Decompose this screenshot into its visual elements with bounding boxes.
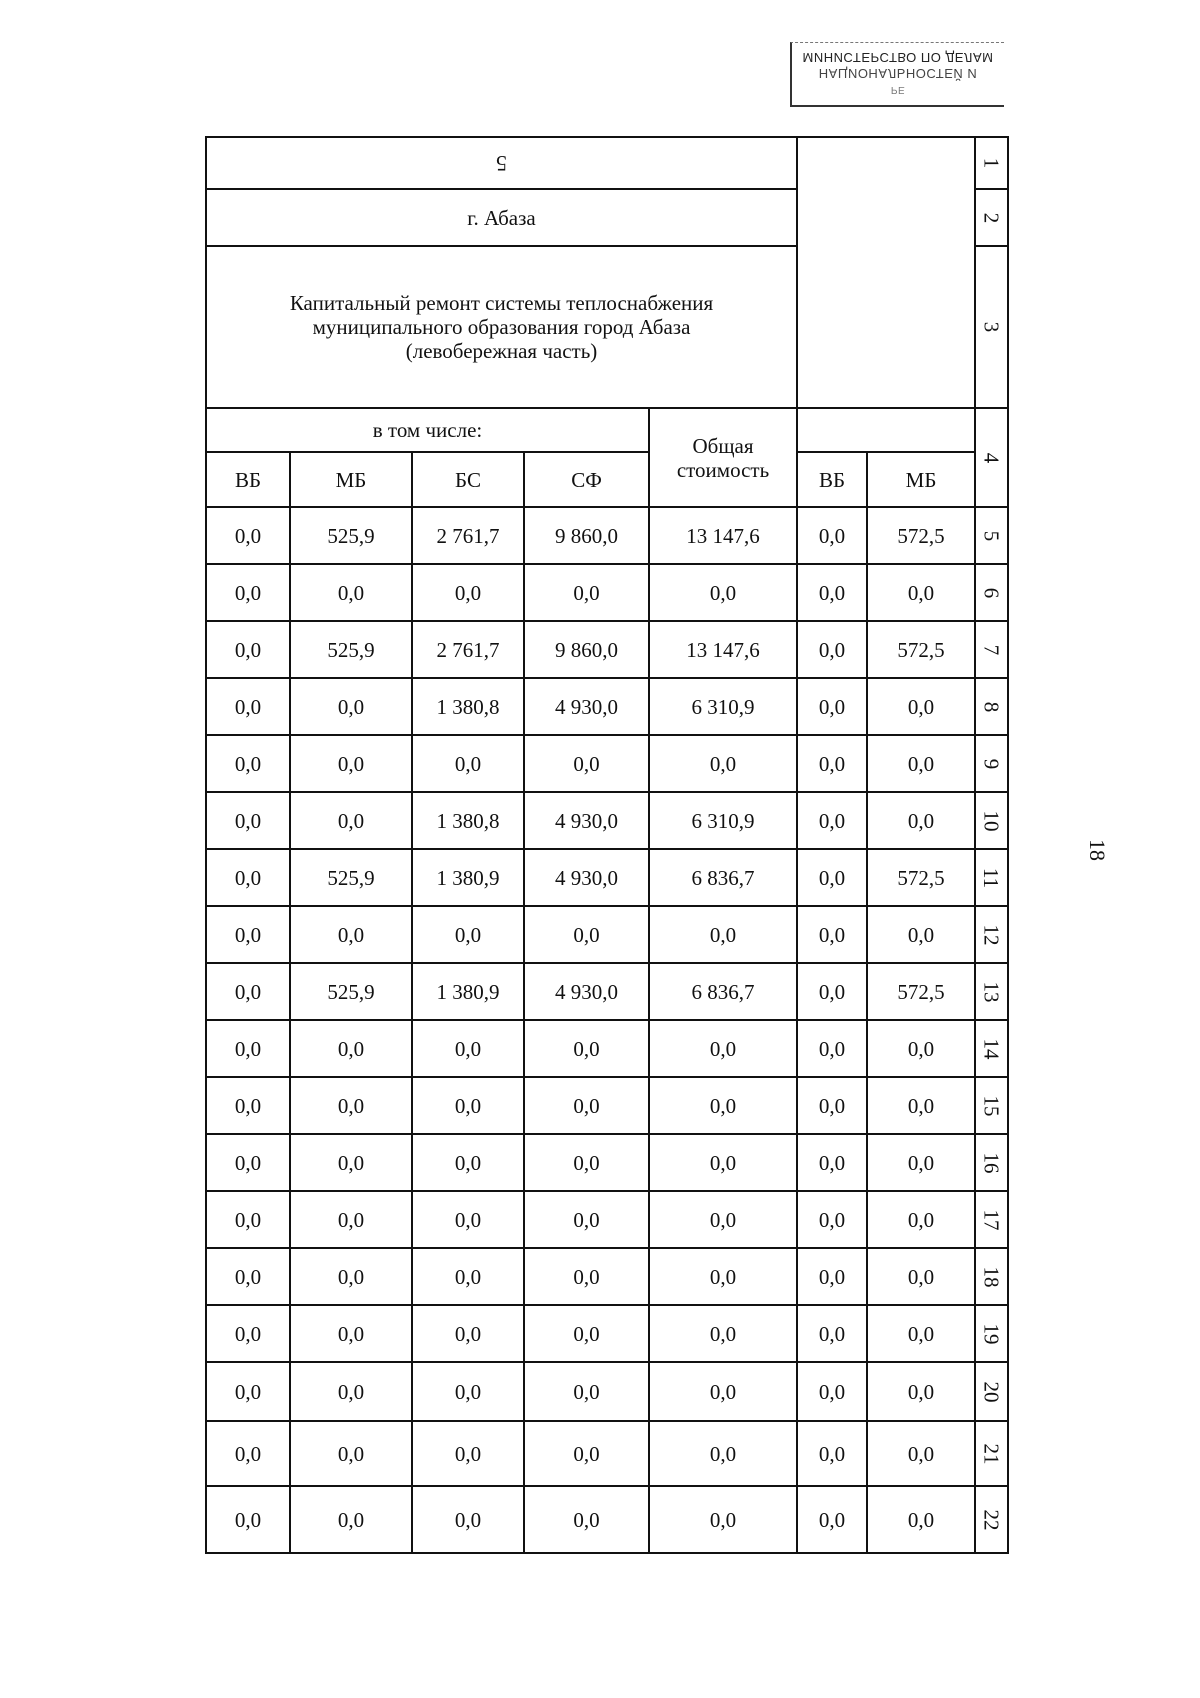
cell-mb2: 0,0 <box>867 678 975 735</box>
col-header-mb: МБ <box>290 452 412 507</box>
cell-vb: 0,0 <box>206 678 290 735</box>
col-header-sf: СФ <box>524 452 649 507</box>
cell-total: 13 147,6 <box>649 507 797 564</box>
cell-vb: 0,0 <box>206 1191 290 1248</box>
cell-bs: 1 380,9 <box>412 849 524 906</box>
cell-mb: 0,0 <box>290 1191 412 1248</box>
cell-mb2: 0,0 <box>867 1191 975 1248</box>
row-number-cell <box>975 246 1008 408</box>
cell-bs: 0,0 <box>412 906 524 963</box>
row-number: 3 <box>979 321 1004 333</box>
row-number: 17 <box>979 1209 1004 1230</box>
table-row <box>206 1421 1008 1486</box>
row-number-cell <box>975 564 1008 621</box>
row-number: 7 <box>979 644 1004 655</box>
cell-sf: 0,0 <box>524 1020 649 1077</box>
cell-sf: 9 860,0 <box>524 507 649 564</box>
cell-bs: 0,0 <box>412 1362 524 1421</box>
table-row <box>206 963 1008 1020</box>
cell-mb2: 0,0 <box>867 792 975 849</box>
cell-vb: 0,0 <box>206 1362 290 1421</box>
cell-vb2: 0,0 <box>797 1362 867 1421</box>
cell-vb2: 0,0 <box>797 1191 867 1248</box>
cell-bs: 2 761,7 <box>412 507 524 564</box>
row-number: 4 <box>979 452 1004 463</box>
cell-vb2: 0,0 <box>797 1020 867 1077</box>
row-number-cell <box>975 849 1008 906</box>
cell-bs: 0,0 <box>412 1134 524 1191</box>
cell-vb: 0,0 <box>206 1421 290 1486</box>
cell-vb: 0,0 <box>206 621 290 678</box>
table-row <box>206 1362 1008 1421</box>
total-cost-label-line: стоимость <box>676 457 770 482</box>
cell-bs: 0,0 <box>412 1191 524 1248</box>
row-number-cell <box>975 1020 1008 1077</box>
cell-bs: 0,0 <box>412 1020 524 1077</box>
stamp-line-1: МИНИСТЕРСТВО ПО ДЕЛАМ <box>802 50 994 66</box>
cell-vb2: 0,0 <box>797 1305 867 1362</box>
cell-bs: 0,0 <box>412 1486 524 1553</box>
row-number: 9 <box>979 758 1004 769</box>
blank-subheader-cell <box>797 408 975 452</box>
cell-sf: 0,0 <box>524 1486 649 1553</box>
cell-vb: 0,0 <box>206 792 290 849</box>
table-row <box>206 564 1008 621</box>
col-header-mb2: МБ <box>867 452 975 507</box>
project-title-line: (левобережная часть) <box>405 339 598 363</box>
header-row-4a <box>206 408 1008 452</box>
cell-mb2: 0,0 <box>867 1305 975 1362</box>
table-row <box>206 1020 1008 1077</box>
col-header-vb2: ВБ <box>797 452 867 507</box>
cell-vb: 0,0 <box>206 963 290 1020</box>
cell-mb2: 0,0 <box>867 1421 975 1486</box>
header-row-1 <box>206 137 1008 189</box>
project-title-line: Капитальный ремонт системы теплоснабжения <box>289 291 714 315</box>
row-number-cell <box>975 408 1008 507</box>
including-label-cell <box>206 408 649 452</box>
cell-total: 0,0 <box>649 1077 797 1134</box>
cell-mb2: 0,0 <box>867 1362 975 1421</box>
cell-total: 0,0 <box>649 1421 797 1486</box>
row-number: 18 <box>979 1266 1004 1287</box>
cell-mb2: 0,0 <box>867 1020 975 1077</box>
cell-total: 0,0 <box>649 1486 797 1553</box>
table-row <box>206 1191 1008 1248</box>
cell-bs: 0,0 <box>412 735 524 792</box>
cell-sf: 0,0 <box>524 1248 649 1305</box>
cell-vb: 0,0 <box>206 507 290 564</box>
row-number: 19 <box>979 1323 1004 1344</box>
cell-vb2: 0,0 <box>797 1134 867 1191</box>
row-number-cell <box>975 963 1008 1020</box>
cell-total: 0,0 <box>649 1134 797 1191</box>
col-header-vb: ВБ <box>206 452 290 507</box>
row-number-cell <box>975 1305 1008 1362</box>
row-number-cell <box>975 621 1008 678</box>
row-number-cell <box>975 1421 1008 1486</box>
stamp-line-3: РЕ <box>890 84 906 96</box>
cell-sf: 4 930,0 <box>524 792 649 849</box>
cell-vb2: 0,0 <box>797 678 867 735</box>
cell-mb: 0,0 <box>290 1486 412 1553</box>
row-number-cell <box>975 1134 1008 1191</box>
row-number-cell <box>975 678 1008 735</box>
cell-vb2: 0,0 <box>797 564 867 621</box>
cell-mb: 0,0 <box>290 1077 412 1134</box>
cell-mb: 525,9 <box>290 621 412 678</box>
cell-mb: 0,0 <box>290 1020 412 1077</box>
cell-sf: 0,0 <box>524 1077 649 1134</box>
cell-sf: 0,0 <box>524 1421 649 1486</box>
cell-sf: 0,0 <box>524 1134 649 1191</box>
table-row <box>206 1305 1008 1362</box>
table-row <box>206 1134 1008 1191</box>
cell-sf: 4 930,0 <box>524 849 649 906</box>
cell-mb: 0,0 <box>290 1362 412 1421</box>
cell-mb: 0,0 <box>290 735 412 792</box>
project-title-cell <box>206 246 797 408</box>
cell-sf: 9 860,0 <box>524 621 649 678</box>
cell-mb: 0,0 <box>290 564 412 621</box>
cell-total: 0,0 <box>649 906 797 963</box>
cell-mb2: 572,5 <box>867 621 975 678</box>
row-number-cell <box>975 1191 1008 1248</box>
cell-mb: 525,9 <box>290 849 412 906</box>
cell-mb: 0,0 <box>290 678 412 735</box>
row-number-cell <box>975 507 1008 564</box>
cell-bs: 1 380,9 <box>412 963 524 1020</box>
total-cost-label-line: Общая <box>692 433 754 458</box>
cell-mb2: 0,0 <box>867 1134 975 1191</box>
cell-mb2: 0,0 <box>867 564 975 621</box>
cell-total: 6 310,9 <box>649 792 797 849</box>
cell-sf: 4 930,0 <box>524 963 649 1020</box>
cell-vb: 0,0 <box>206 1486 290 1553</box>
stamp-text <box>792 43 1004 105</box>
cell-mb2: 572,5 <box>867 507 975 564</box>
cell-sf: 0,0 <box>524 906 649 963</box>
cell-vb2: 0,0 <box>797 792 867 849</box>
cell-mb: 0,0 <box>290 1421 412 1486</box>
cell-bs: 1 380,8 <box>412 678 524 735</box>
cell-vb2: 0,0 <box>797 1077 867 1134</box>
cell-vb: 0,0 <box>206 1077 290 1134</box>
cell-total: 6 310,9 <box>649 678 797 735</box>
row-number: 20 <box>979 1381 1004 1402</box>
page-number: 18 <box>1085 839 1110 861</box>
row-number-cell <box>975 1077 1008 1134</box>
cell-total: 0,0 <box>649 1020 797 1077</box>
cell-sf: 0,0 <box>524 735 649 792</box>
cell-mb2: 572,5 <box>867 849 975 906</box>
cell-total: 0,0 <box>649 564 797 621</box>
cell-bs: 0,0 <box>412 1421 524 1486</box>
table-row <box>206 1248 1008 1305</box>
cell-mb: 0,0 <box>290 1134 412 1191</box>
cell-mb: 0,0 <box>290 906 412 963</box>
blank-header-cell <box>797 137 975 408</box>
cell-sf: 4 930,0 <box>524 678 649 735</box>
cell-vb2: 0,0 <box>797 621 867 678</box>
row-number: 5 <box>979 530 1004 541</box>
row-number: 11 <box>979 867 1004 888</box>
row-number: 16 <box>979 1152 1004 1173</box>
cell-bs: 0,0 <box>412 1077 524 1134</box>
row-number: 1 <box>979 157 1004 169</box>
project-title-line: муниципального образования город Абаза <box>312 315 691 339</box>
cell-vb2: 0,0 <box>797 507 867 564</box>
table-row <box>206 507 1008 564</box>
row-number: 8 <box>979 701 1004 712</box>
table-row <box>206 621 1008 678</box>
row-number: 6 <box>979 587 1004 598</box>
column-number: 5 <box>496 151 508 176</box>
cell-mb2: 0,0 <box>867 735 975 792</box>
table-row <box>206 792 1008 849</box>
header-row-4b <box>206 452 1008 507</box>
row-number-cell <box>975 906 1008 963</box>
cell-vb2: 0,0 <box>797 1248 867 1305</box>
cell-vb: 0,0 <box>206 564 290 621</box>
cell-mb2: 0,0 <box>867 1248 975 1305</box>
cell-vb: 0,0 <box>206 906 290 963</box>
row-number-cell <box>975 137 1008 189</box>
row-number-cell <box>975 1362 1008 1421</box>
cell-vb2: 0,0 <box>797 906 867 963</box>
cell-vb2: 0,0 <box>797 1421 867 1486</box>
cell-sf: 0,0 <box>524 1305 649 1362</box>
cell-total: 13 147,6 <box>649 621 797 678</box>
column-number-cell <box>206 137 797 189</box>
row-number-cell <box>975 735 1008 792</box>
registration-stamp <box>790 42 1004 107</box>
cell-sf: 0,0 <box>524 564 649 621</box>
cell-bs: 2 761,7 <box>412 621 524 678</box>
table-row <box>206 1486 1008 1553</box>
cell-mb2: 0,0 <box>867 1486 975 1553</box>
row-number: 15 <box>979 1095 1004 1116</box>
cell-mb: 525,9 <box>290 507 412 564</box>
row-number-cell <box>975 1486 1008 1553</box>
cell-bs: 0,0 <box>412 564 524 621</box>
row-number: 10 <box>979 810 1004 831</box>
city-cell <box>206 189 797 246</box>
budget-table <box>205 136 1009 1554</box>
cell-sf: 0,0 <box>524 1191 649 1248</box>
cell-vb2: 0,0 <box>797 735 867 792</box>
cell-vb2: 0,0 <box>797 963 867 1020</box>
cell-total: 0,0 <box>649 1248 797 1305</box>
cell-vb: 0,0 <box>206 735 290 792</box>
row-number: 13 <box>979 981 1004 1002</box>
row-number: 21 <box>979 1443 1004 1464</box>
cell-total: 6 836,7 <box>649 963 797 1020</box>
cell-total: 0,0 <box>649 1362 797 1421</box>
cell-total: 6 836,7 <box>649 849 797 906</box>
city-name: г. Абаза <box>467 205 536 230</box>
row-number-cell <box>975 189 1008 246</box>
cell-sf: 0,0 <box>524 1362 649 1421</box>
including-label: в том числе: <box>372 418 483 442</box>
cell-total: 0,0 <box>649 1305 797 1362</box>
total-cost-header-cell <box>649 408 797 507</box>
cell-mb: 0,0 <box>290 1305 412 1362</box>
table-row <box>206 1077 1008 1134</box>
row-number-cell <box>975 1248 1008 1305</box>
cell-vb2: 0,0 <box>797 849 867 906</box>
table-row <box>206 678 1008 735</box>
row-number: 12 <box>979 924 1004 945</box>
cell-vb: 0,0 <box>206 1020 290 1077</box>
cell-vb: 0,0 <box>206 849 290 906</box>
cell-mb2: 0,0 <box>867 1077 975 1134</box>
col-header-bs: БС <box>412 452 524 507</box>
cell-vb2: 0,0 <box>797 1486 867 1553</box>
row-number: 2 <box>979 212 1004 223</box>
cell-mb: 0,0 <box>290 1248 412 1305</box>
row-number-cell <box>975 792 1008 849</box>
table-row <box>206 735 1008 792</box>
cell-mb2: 0,0 <box>867 906 975 963</box>
table-row <box>206 906 1008 963</box>
cell-vb: 0,0 <box>206 1305 290 1362</box>
cell-bs: 1 380,8 <box>412 792 524 849</box>
cell-vb: 0,0 <box>206 1248 290 1305</box>
cell-mb: 0,0 <box>290 792 412 849</box>
row-number: 14 <box>979 1038 1004 1059</box>
cell-mb2: 572,5 <box>867 963 975 1020</box>
stamp-line-2: НАЦИОНАЛЬНОСТЕЙ И <box>818 66 978 82</box>
cell-total: 0,0 <box>649 1191 797 1248</box>
row-number: 22 <box>979 1509 1004 1530</box>
cell-mb: 525,9 <box>290 963 412 1020</box>
cell-vb: 0,0 <box>206 1134 290 1191</box>
table-row <box>206 849 1008 906</box>
cell-bs: 0,0 <box>412 1248 524 1305</box>
cell-bs: 0,0 <box>412 1305 524 1362</box>
cell-total: 0,0 <box>649 735 797 792</box>
